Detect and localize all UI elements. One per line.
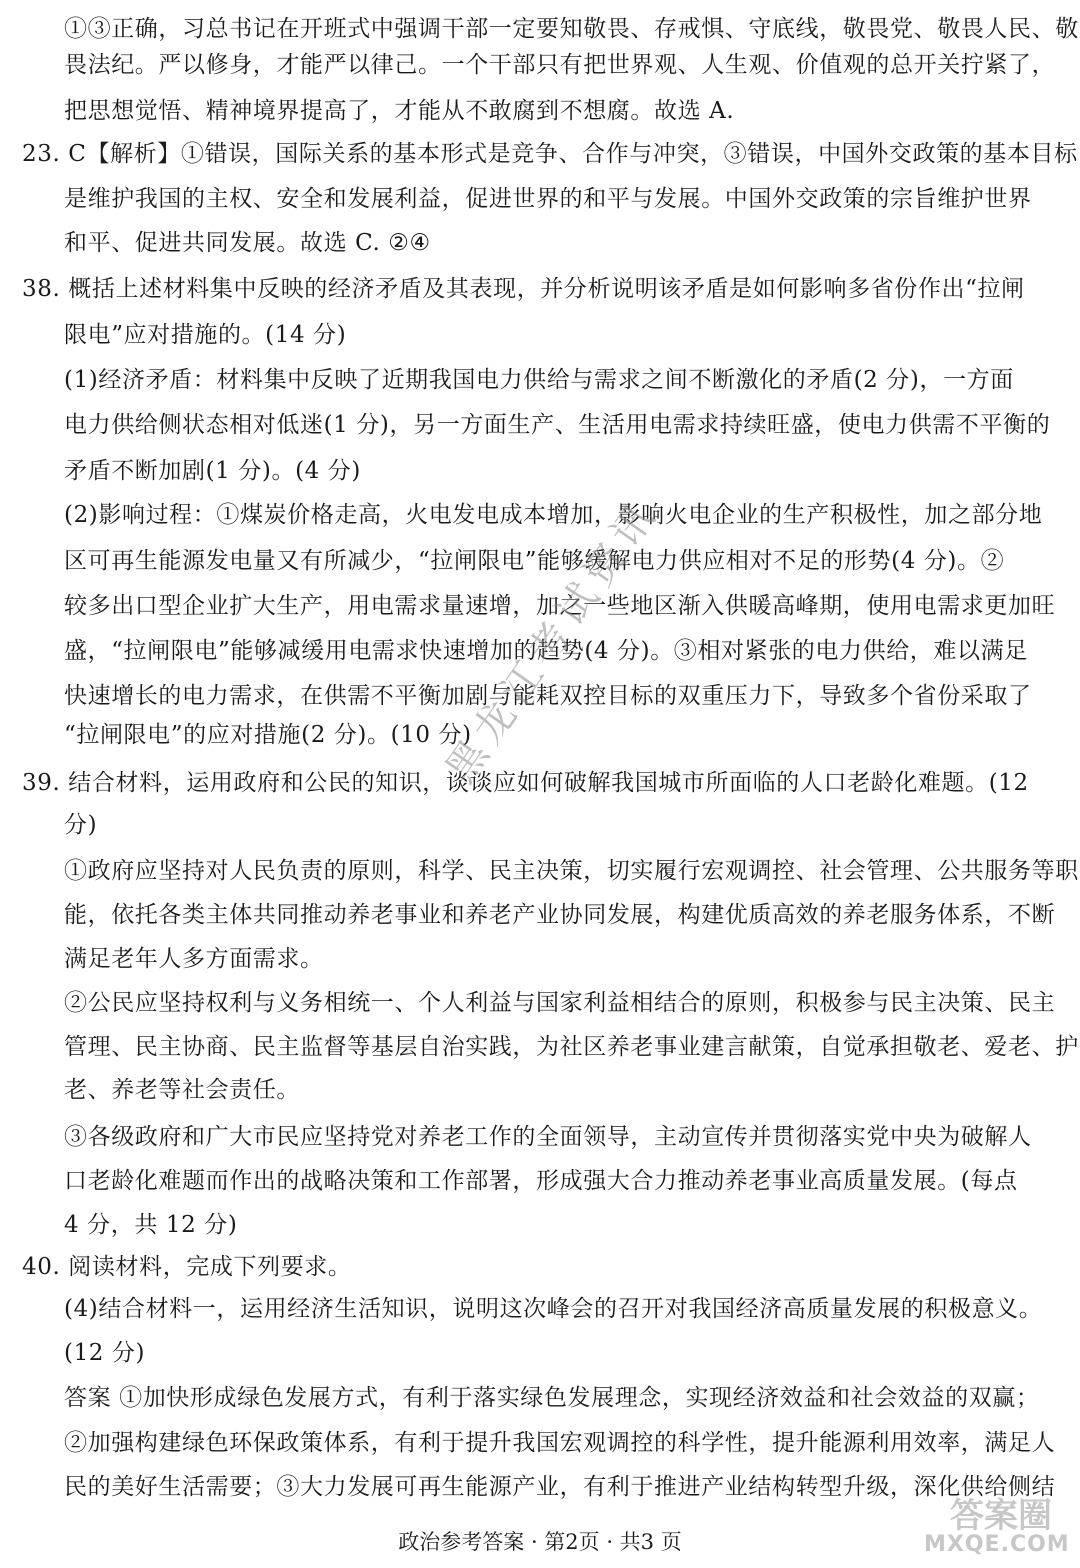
page-footer: 政治参考答案 · 第2页 · 共3 页 <box>398 1530 682 1554</box>
text-line: 能，依托各类主体共同推动养老事业和养老产业协同发展，构建优质高效的养老服务体系，不断 <box>64 902 1056 928</box>
text-line: (1)经济矛盾：材料集中反映了近期我国电力供给与需求之间不断激化的矛盾(2 分)，一方面 <box>64 367 1014 393</box>
text-line: 满足老年人多方面需求。 <box>64 946 324 972</box>
text-line: ②加强构建绿色环保政策体系，有利于提升我国宏观调控的科学性，提升能源利用效率，满足人 <box>64 1430 1056 1456</box>
text-line: 38. 概括上述材料集中反映的经济矛盾及其表现，并分析说明该矛盾是如何影响多省份作出“拉闸 <box>22 276 1025 302</box>
text-line: 较多出口型企业扩大生产，用电需求量速增，加之一些地区渐入供暖高峰期，使用电需求更加旺 <box>64 593 1056 619</box>
text-line: 民的美好生活需要；③大力发展可再生能源产业，有利于推进产业结构转型升级，深化供给侧结 <box>64 1474 1056 1500</box>
text-line: 把思想觉悟、精神境界提高了，才能从不敢腐到不想腐。故选 A. <box>64 98 735 124</box>
text-line: ①③正确，习总书记在开班式中强调干部一定要知敬畏、存戒惧、守底线，敬畏党、敬畏人民、敬 <box>64 16 1079 42</box>
text-line: 区可再生能源发电量又有所减少，“拉闸限电”能够缓解电力供应相对不足的形势(4 分)。② <box>64 548 1005 574</box>
logo-text-bottom: MXQE.COM <box>924 1532 1070 1557</box>
text-line: 分) <box>64 812 98 838</box>
text-line: (12 分) <box>64 1340 146 1366</box>
text-line: 限电”应对措施的。(14 分) <box>64 322 347 348</box>
text-line: 和平、促进共同发展。故选 C. ②④ <box>64 230 431 256</box>
text-line: 是维护我国的主权、安全和发展利益，促进世界的和平与发展。中国外交政策的宗旨维护世界 <box>64 186 1032 212</box>
text-line: 口老龄化难题而作出的战略决策和工作部署，形成强大合力推动养老事业高质量发展。(每点 <box>64 1168 1018 1194</box>
text-line: 39. 结合材料，运用政府和公民的知识，谈谈应如何破解我国城市所面临的人口老龄化难题。(12 <box>22 770 1029 796</box>
text-line: ③各级政府和广大市民应坚持党对养老工作的全面领导，主动宣传并贯彻落实党中央为破解人 <box>64 1124 1032 1150</box>
text-line: 老、养老等社会责任。 <box>64 1077 300 1103</box>
watermark: 黑龙江考试资讯 <box>437 489 668 792</box>
text-line: 畏法纪。严以修身，才能严以律己。一个干部只有把世界观、人生观、价值观的总开关拧紧了， <box>64 52 1056 78</box>
site-logo <box>920 1488 1070 1562</box>
text-line: 矛盾不断加剧(1 分)。(4 分) <box>64 458 361 484</box>
text-line: 答案 ①加快形成绿色发展方式，有利于落实绿色发展理念，实现经济效益和社会效益的双赢； <box>64 1385 1040 1411</box>
text-line: ②公民应坚持权利与义务相统一、个人利益与国家利益相结合的原则，积极参与民主决策、民主 <box>64 990 1056 1016</box>
text-line: 快速增长的电力需求，在供需不平衡加剧与能耗双控目标的双重压力下，导致多个省份采取了 <box>64 683 1032 709</box>
logo-text-top: 答案圈 <box>950 1496 1052 1536</box>
text-line: 盛，“拉闸限电”能够减缓用电需求快速增加的趋势(4 分)。③相对紧张的电力供给，难以满足 <box>64 638 1028 664</box>
text-line: 管理、民主协商、民主监督等基层自治实践，为社区养老事业建言献策，自觉承担敬老、爱老、护 <box>64 1034 1079 1060</box>
text-line: (2)影响过程：①煤炭价格走高，火电发电成本增加，影响火电企业的生产积极性，加之部分地 <box>64 502 1043 528</box>
text-line: (4)结合材料一，运用经济生活知识，说明这次峰会的召开对我国经济高质量发展的积极意义。 <box>64 1296 1043 1322</box>
text-line: 4 分，共 12 分) <box>64 1212 238 1238</box>
text-line: 电力供给侧状态相对低迷(1 分)，另一方面生产、生活用电需求持续旺盛，使电力供需不平衡的 <box>64 412 1051 438</box>
text-line: “拉闸限电”的应对措施(2 分)。(10 分) <box>64 722 472 748</box>
text-line: 40. 阅读材料，完成下列要求。 <box>22 1254 352 1280</box>
text-line: ①政府应坚持对人民负责的原则，科学、民主决策，切实履行宏观调控、社会管理、公共服务等职 <box>64 858 1079 884</box>
text-line: 23. C【解析】①错误，国际关系的基本形式是竞争、合作与冲突，③错误，中国外交政策的基本目标 <box>22 141 1078 167</box>
